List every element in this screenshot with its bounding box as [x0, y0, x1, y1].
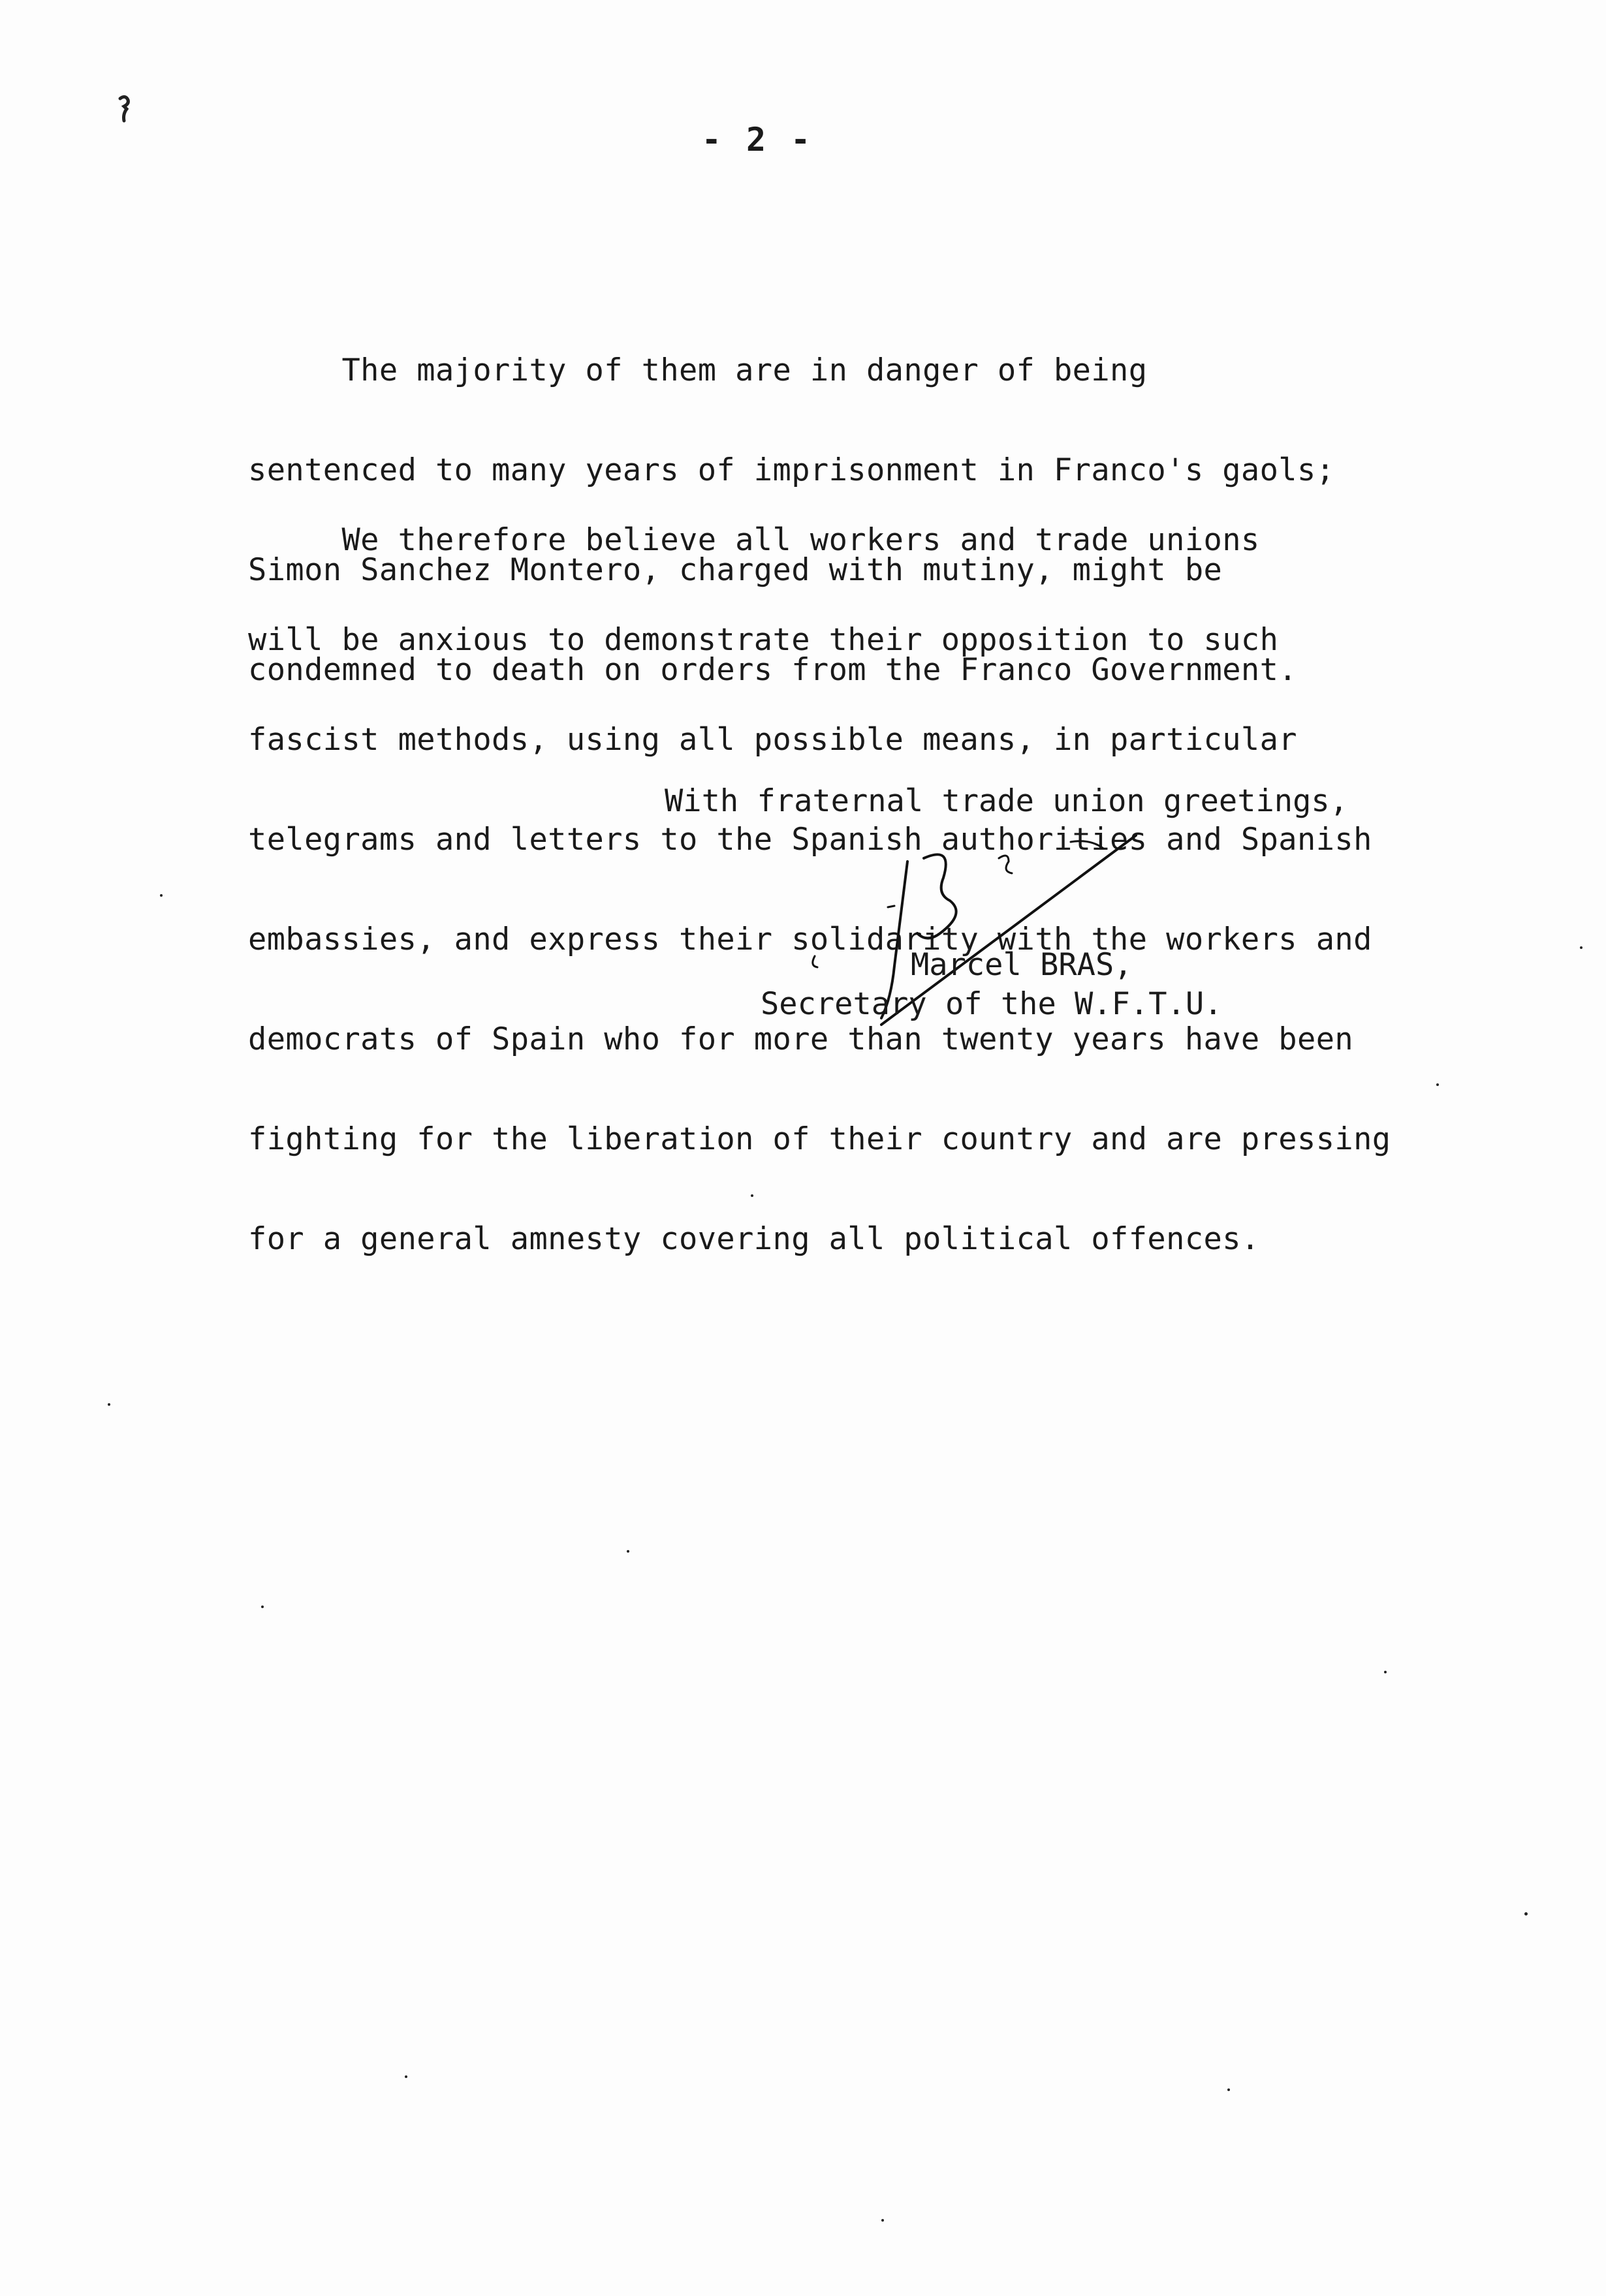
paragraph-line: fighting for the liberation of their country and are pressing — [248, 1121, 1391, 1157]
paragraph-line: fascist methods, using all possible means, in particular — [248, 722, 1297, 758]
speck — [627, 1550, 629, 1553]
paragraph-line: for a general amnesty covering all political offences. — [248, 1221, 1260, 1257]
paragraph-line: democrats of Spain who for more than twenty years have been — [248, 1021, 1354, 1057]
speck — [1436, 1083, 1439, 1086]
speck — [1580, 946, 1582, 949]
speck — [1227, 2088, 1230, 2091]
speck — [108, 1403, 110, 1406]
speck — [1384, 1671, 1387, 1673]
speck — [160, 894, 163, 897]
paragraph-line: will be anxious to demonstrate their opposition to such — [248, 622, 1279, 658]
speck — [751, 1194, 753, 1197]
paragraph-line: We therefore believe all workers and trade unions — [248, 522, 1260, 558]
paragraph-line: embassies, and express their solidarity with the workers and — [248, 922, 1372, 957]
speck — [881, 2219, 884, 2222]
speck — [1524, 1912, 1528, 1916]
paragraph-line: telegrams and letters to the Spanish authorities and Spanish — [248, 822, 1372, 858]
speck — [405, 2075, 407, 2078]
corner-mark-icon — [116, 95, 133, 125]
paragraph-line: Simon Sanchez Montero, charged with mutiny, might be — [248, 552, 1223, 588]
paragraph-line: sentenced to many years of imprisonment in Franco's gaols; — [248, 452, 1335, 488]
speck — [261, 1606, 264, 1608]
signer-name: Marcel BRAS, — [911, 947, 1133, 983]
paragraph-line: condemned to death on orders from the Franco Government. — [248, 652, 1297, 688]
paragraph-line: The majority of them are in danger of being — [248, 352, 1148, 388]
page-number: - 2 - — [701, 121, 813, 159]
closing-salutation: With fraternal trade union greetings, — [665, 783, 1348, 819]
signer-title: Secretary of the W.F.T.U. — [761, 986, 1223, 1022]
